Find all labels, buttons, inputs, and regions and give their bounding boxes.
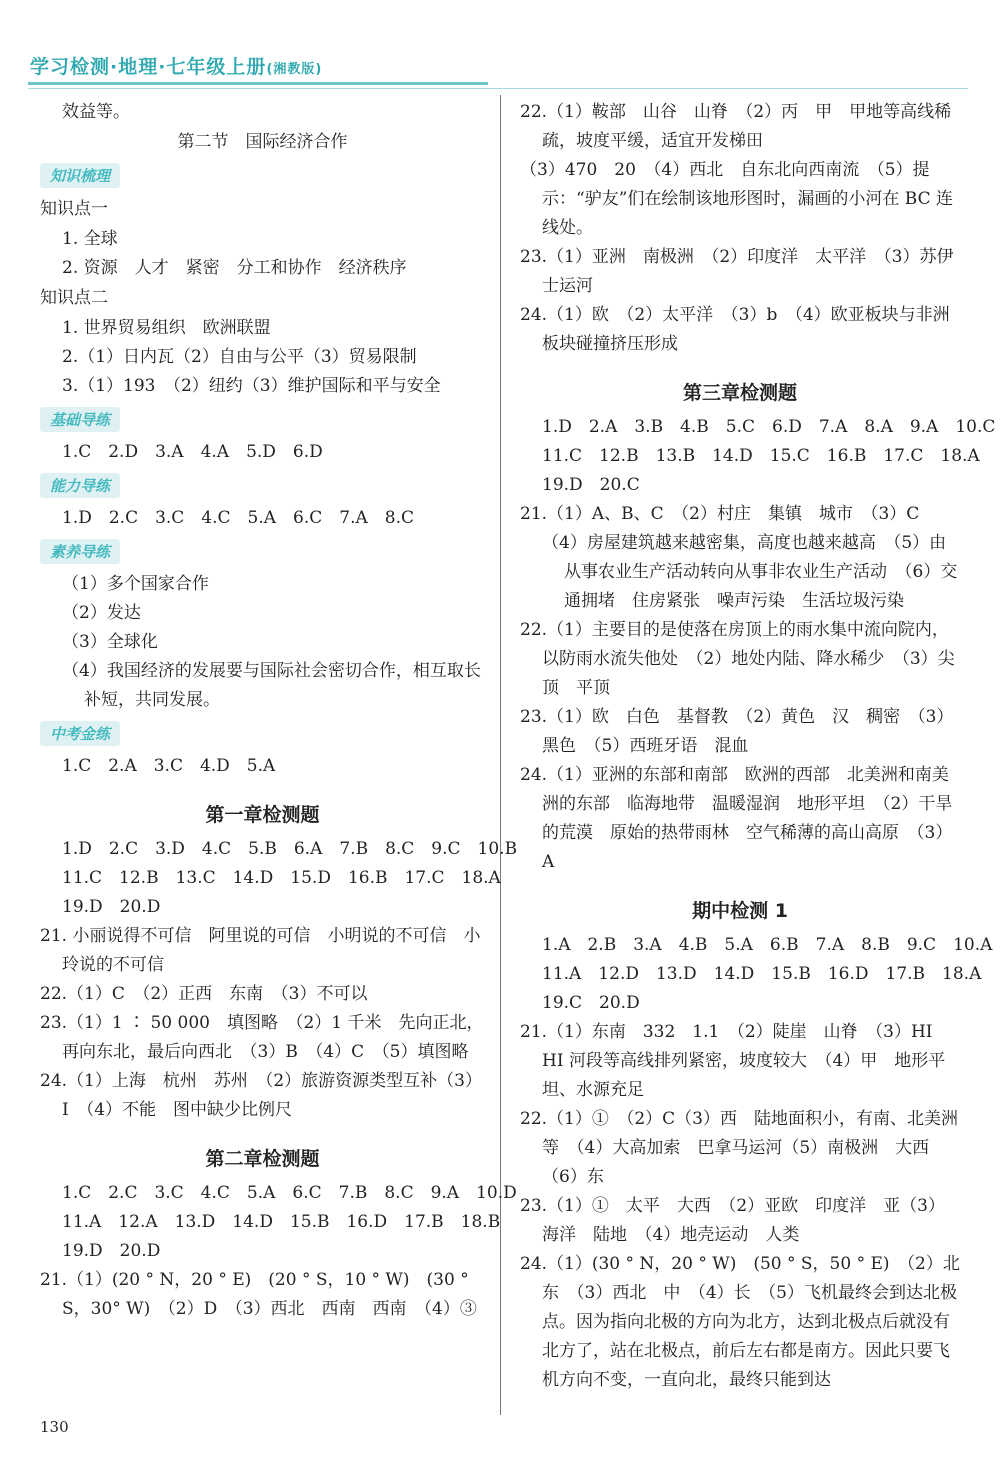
ch3-line: （4）房屋建筑越来越密集，高度也越来越高 （5）由从事农业生产活动转向从事非农业生产活动 （6）交通拥堵 住房紧张 噪声污染 生活垃圾污染 (542, 533, 958, 611)
ch1-line: 22.（1）C （2）正西 东南 （3）不可以 (40, 984, 368, 1004)
ch1-line: 24.（1）上海 杭州 苏州 （2）旅游资源类型互补（3）I （4）不能 图中缺少比例尺 (40, 1071, 482, 1120)
kp1-item: 2. 资源 人才 紧密 分工和协作 经济秩序 (62, 258, 407, 278)
knowledge-point-1: 知识点一 (40, 199, 108, 219)
ch1-line: 21. 小丽说得不可信 阿里说的可信 小明说的不可信 小玲说的不可信 (40, 926, 481, 975)
chapter-2-title: 第二章检测题 (205, 1148, 320, 1170)
suyang-item: （1）多个国家合作 (62, 574, 209, 594)
tag-jichu: 基础导练 (40, 407, 120, 432)
intro-text: 效益等。 (62, 102, 130, 122)
ch1-line: 23.（1）1 ∶ 50 000 填图略 （2）1 千米 先向正北，再向东北，最后向西北 （3）B （4）C （5）填图略 (40, 1013, 484, 1062)
left-column (40, 98, 518, 1324)
ch3-line: 1.D 2.A 3.B 4.B 5.C 6.D 7.A 8.A 9.A 10.C (542, 417, 996, 437)
running-header (30, 52, 322, 79)
kp1-item: 1. 全球 (62, 229, 118, 249)
mid-line: 1.A 2.B 3.A 4.B 5.A 6.B 7.A 8.B 9.C 10.A (542, 935, 993, 955)
tag-suyang: 素养导练 (40, 539, 120, 564)
ch1-line: 11.C 12.B 13.C 14.D 15.D 16.B 17.C 18.A (62, 868, 501, 888)
ch3-line: 24.（1）亚洲的东部和南部 欧洲的西部 北美洲和南美洲的东部 临海地带 温暖湿润 地形平坦 （2）干旱的荒漠 原始的热带雨林 空气稀薄的高山高原 （3）A (520, 765, 953, 872)
ch3-line: 19.D 20.C (542, 475, 640, 495)
mid-line: 23.（1）① 太平 大西 （2）亚欧 印度洋 亚（3）海洋 陆地 （4）地壳运动 人类 (520, 1196, 945, 1245)
pre-line: 23.（1）亚洲 南极洲 （2）印度洋 太平洋 （3）苏伊士运河 (520, 247, 954, 296)
ch2-line: 21.（1）(20 ° N，20 ° E) (20 ° S，10 ° W) (30 ° S，30° W) （2）D （3）西北 西南 西南 （4）③ (40, 1270, 477, 1319)
pre-line: 22.（1）鞍部 山谷 山脊 （2）丙 甲 甲地等高线稀疏，坡度平缓，适宜开发梯田 (520, 102, 952, 151)
zhongkao-answers: 1.C 2.A 3.C 4.D 5.A (62, 756, 276, 776)
knowledge-point-2: 知识点二 (40, 288, 108, 308)
header-title: 学习检测·地理·七年级上册 (30, 56, 267, 78)
page-number: 130 (40, 1418, 69, 1436)
ch1-line: 1.D 2.C 3.D 4.C 5.B 6.A 7.B 8.C 9.C 10.B (62, 839, 518, 859)
jichu-answers: 1.C 2.D 3.A 4.A 5.D 6.D (62, 442, 323, 462)
mid-line: 22.（1）① （2）C（3）西 陆地面积小，有南、北美洲等 （4）大高加索 巴拿马运河（5）南极洲 大西 （6）东 (520, 1109, 958, 1187)
pre-line: （3）470 20 （4）西北 自东北向西南流 （5）提示：“驴友”们在绘制该地形图时，漏画的小河在 BC 连线处。 (520, 160, 954, 238)
tag-zhishi: 知识梳理 (40, 163, 120, 188)
tag-zhongkao: 中考金练 (40, 721, 120, 746)
ch3-line: 11.C 12.B 13.B 14.D 15.C 16.B 17.C 18.A (542, 446, 980, 466)
ch1-line: 19.D 20.D (62, 897, 161, 917)
kp2-item: 2.（1）日内瓦（2）自由与公平（3）贸易限制 (62, 347, 417, 367)
suyang-item: （2）发达 (62, 603, 141, 623)
ch3-line: 22.（1）主要目的是使落在房顶上的雨水集中流向院内，以防雨水流失他处 （2）地处内陆、降水稀少 （3）尖顶 平顶 (520, 620, 955, 698)
suyang-item: （4）我国经济的发展要与国际社会密切合作，相互取长补短，共同发展。 (62, 661, 481, 710)
chapter-1-title: 第一章检测题 (205, 804, 320, 826)
mid-line: 11.A 12.D 13.D 14.D 15.B 16.D 17.B 18.A (542, 964, 982, 984)
header-edition: (湘教版) (266, 62, 323, 77)
mid-line: 19.C 20.D (542, 993, 640, 1013)
suyang-item: （3）全球化 (62, 632, 158, 652)
pre-line: 24.（1）欧 （2）太平洋 （3）b （4）欧亚板块与非洲板块碰撞挤压形成 (520, 305, 950, 354)
kp2-item: 1. 世界贸易组织 欧洲联盟 (62, 318, 271, 338)
tag-nengli: 能力导练 (40, 473, 120, 498)
ch2-line: 1.C 2.C 3.C 4.C 5.A 6.C 7.B 8.C 9.A 10.D (62, 1183, 517, 1203)
mid-line: 21.（1）东南 332 1.1 （2）陡崖 山脊 （3）HI HI 河段等高线排列紧密，坡度较大 （4）甲 地形平坦、水源充足 (520, 1022, 950, 1100)
ch2-line: 11.A 12.A 13.D 14.D 15.B 16.D 17.B 18.B (62, 1212, 501, 1232)
mid-line: 24.（1）(30 ° N，20 ° W) (50 ° S，50 ° E) （2）北 东 （3）西北 中 （4）长 （5）飞机最终会到达北极点。因为指向北极的方向为北方，达到北极点后就没有北方了，站在北极点，前后左右都是南方。因此只要飞机方向不变，一直向北，最终只能到达 (520, 1254, 977, 1390)
section-title: 第二节 国际经济合作 (177, 132, 348, 152)
ch3-line: 21.（1）A、B、C （2）村庄 集镇 城市 （3）C (520, 504, 920, 524)
midterm-title: 期中检测 1 (692, 900, 788, 922)
header-rule (28, 82, 488, 85)
kp2-item: 3.（1）193 （2）纽约（3）维护国际和平与安全 (62, 376, 441, 396)
ch3-line: 23.（1）欧 白色 基督教 （2）黄色 汉 稠密 （3）黑色 （5）西班牙语 混血 (520, 707, 954, 756)
right-column (520, 98, 996, 1395)
nengli-answers: 1.D 2.C 3.C 4.C 5.A 6.C 7.A 8.C (62, 508, 414, 528)
header-rule-thin (28, 88, 968, 89)
chapter-3-title: 第三章检测题 (682, 382, 797, 404)
ch2-line: 19.D 20.D (62, 1241, 161, 1261)
